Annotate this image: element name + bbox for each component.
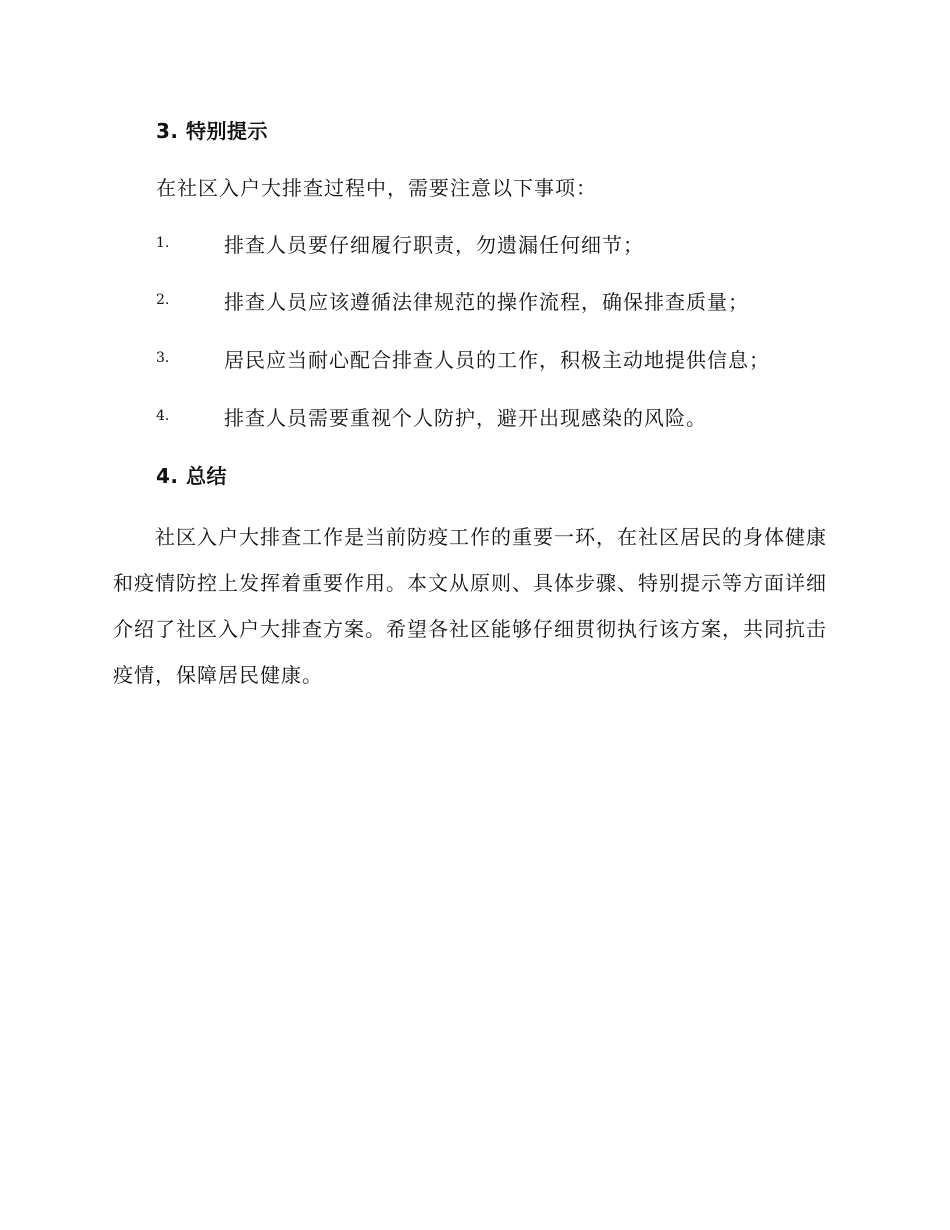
section-heading-special-notes: 3. 特别提示 bbox=[156, 119, 268, 143]
list-item-number: 2. bbox=[156, 292, 170, 308]
list-item-text: 排查人员要仔细履行职责，勿遗漏任何细节； bbox=[224, 233, 644, 257]
list-item-text: 排查人员应该遵循法律规范的操作流程，确保排查质量； bbox=[224, 290, 749, 314]
summary-paragraph: 社区入户大排查工作是当前防疫工作的重要一环，在社区居民的身体健康和疫情防控上发挥着重要作用。本文从原则、具体步骤、特别提示等方面详细介绍了社区入户大排查方案。希望各社区能够仔细贯彻执行该方案，共同抗击疫情，保障居民健康。 bbox=[113, 525, 827, 687]
list-item-text: 居民应当耐心配合排查人员的工作，积极主动地提供信息； bbox=[224, 348, 770, 372]
list-item-number: 3. bbox=[156, 350, 170, 366]
special-notes-intro: 在社区入户大排查过程中，需要注意以下事项： bbox=[156, 176, 597, 200]
list-item-number: 4. bbox=[156, 408, 170, 424]
list-item-number: 1. bbox=[156, 235, 170, 251]
section-heading-summary: 4. 总结 bbox=[156, 464, 227, 488]
list-item-text: 排查人员需要重视个人防护，避开出现感染的风险。 bbox=[224, 406, 707, 430]
